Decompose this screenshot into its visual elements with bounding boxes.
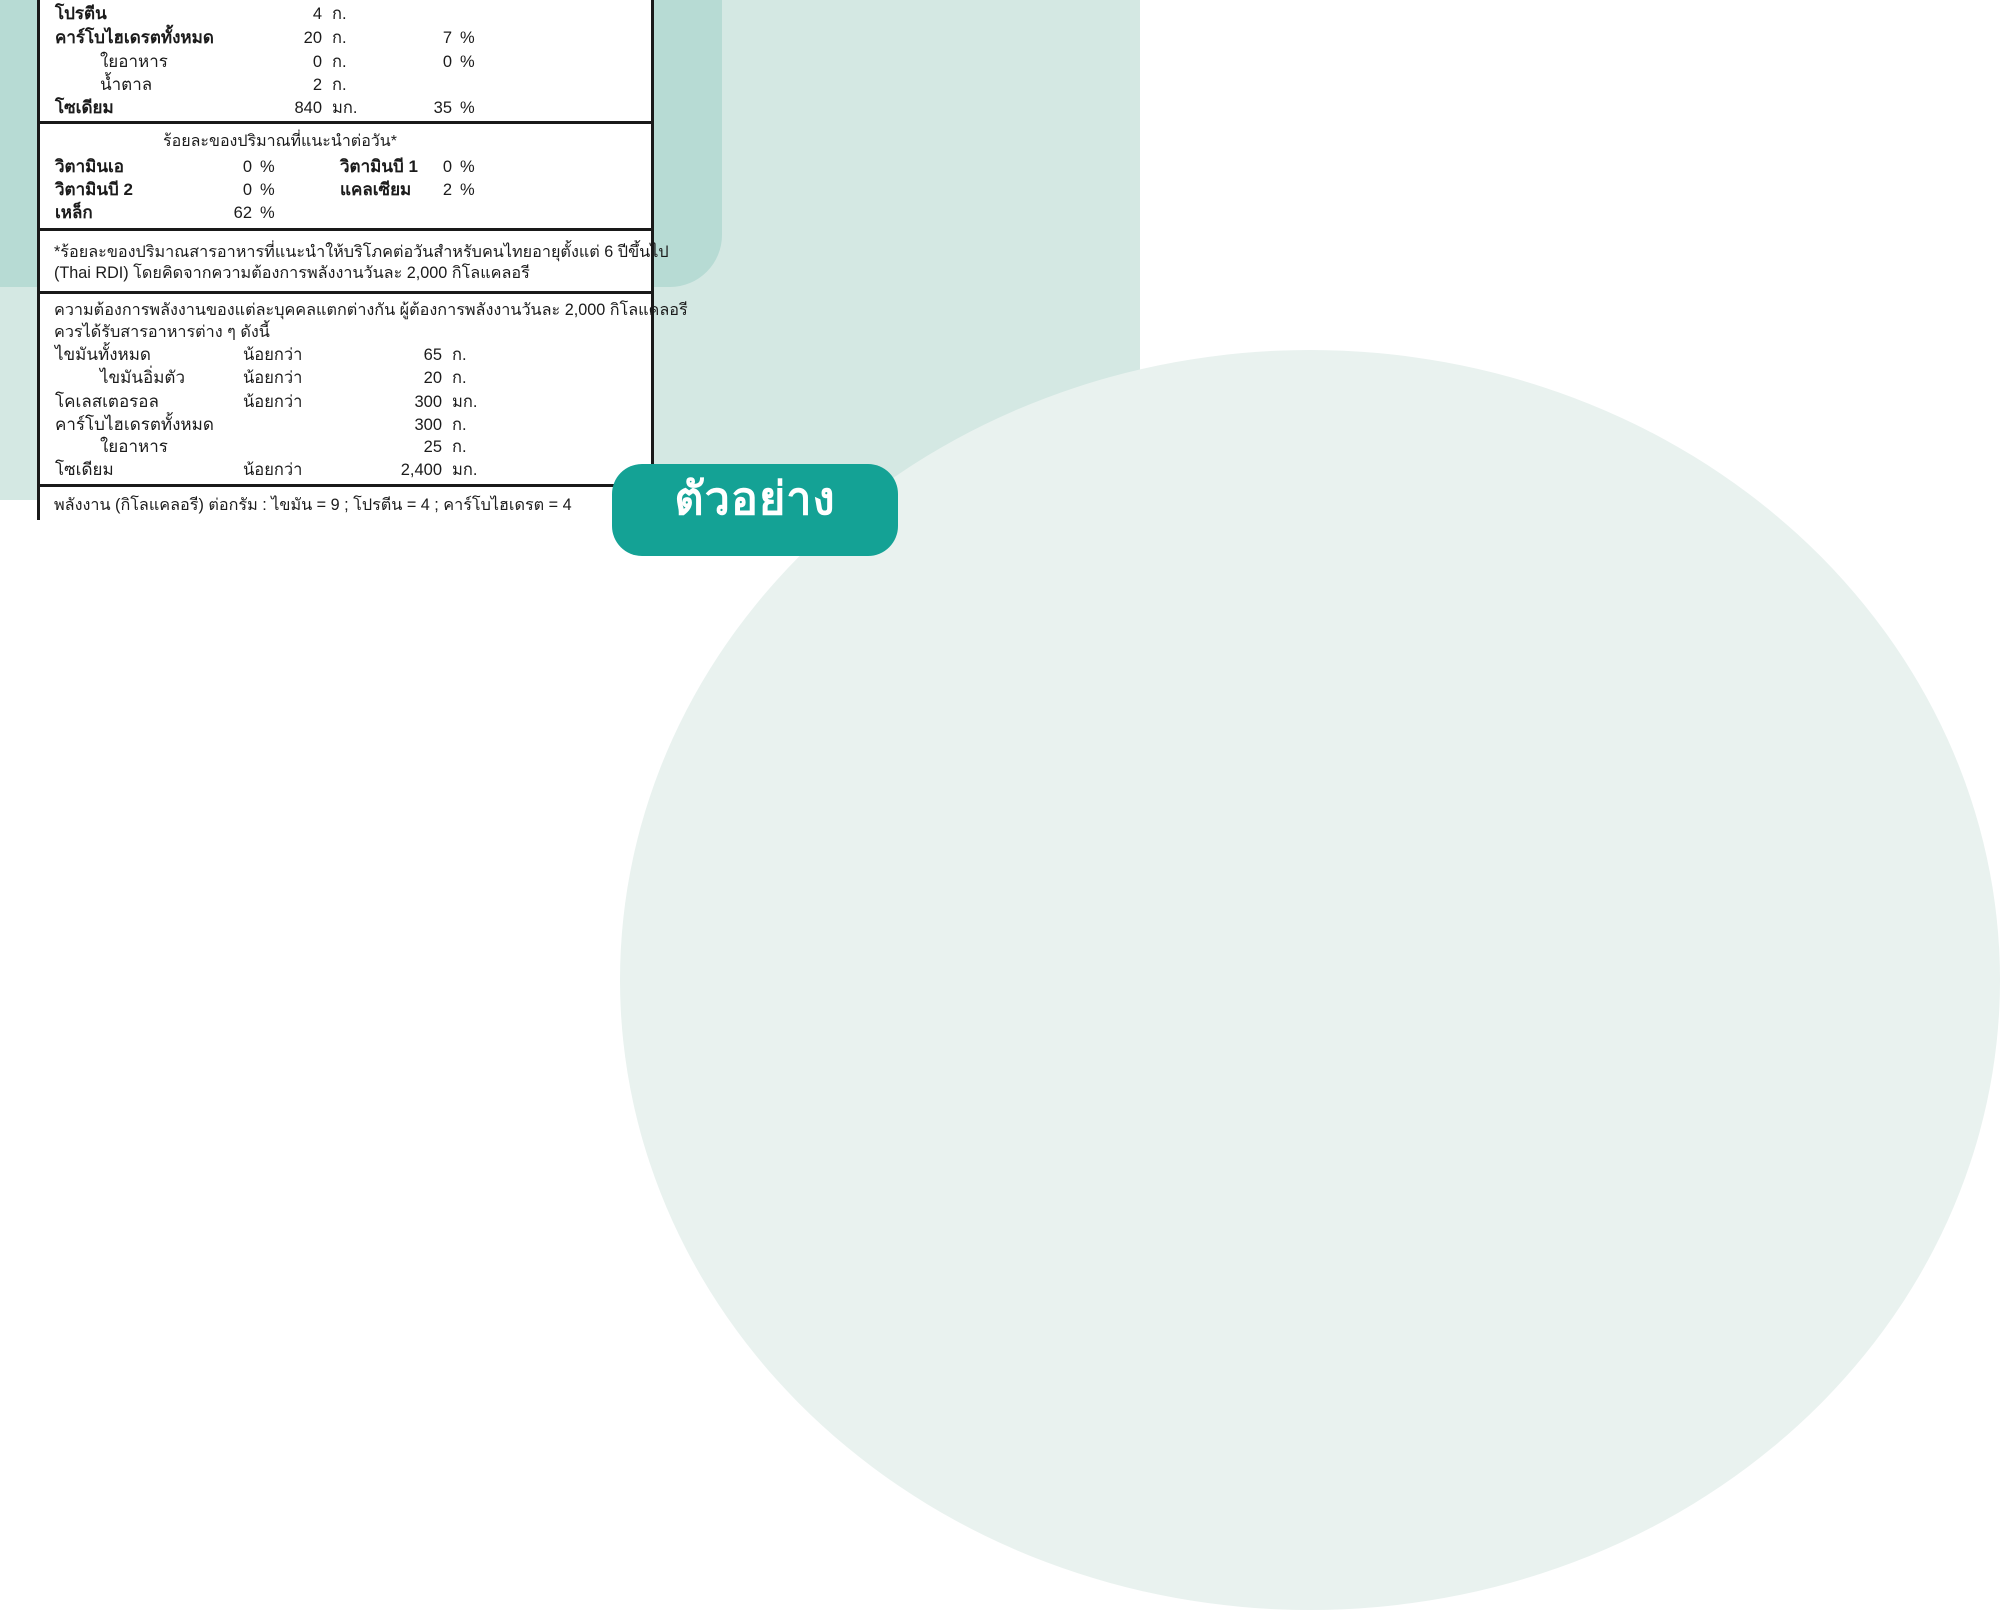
- table-row: [40, 435, 651, 459]
- nutrient-name: โคเลสเตอรอล: [55, 392, 159, 411]
- nutrient-value: 4: [312, 5, 322, 23]
- sample-badge: [612, 464, 898, 556]
- vitamin-name: วิตามินเอ: [55, 157, 124, 176]
- nutrient-name: โซเดียม: [55, 460, 114, 479]
- nutrient-value: 0: [312, 53, 322, 71]
- table-row: [40, 390, 651, 414]
- nutrient-unit: ก.: [452, 369, 467, 387]
- less-than-label: น้อยกว่า: [243, 369, 303, 387]
- nutrient-unit: มก.: [332, 99, 358, 117]
- nutrient-value: 65: [423, 346, 442, 364]
- table-row: [40, 50, 651, 74]
- rdi-footnote-line2: (Thai RDI) โดยคิดจากความต้องการพลังงานวันละ 2,000 กิโลแคลอรี: [54, 264, 530, 282]
- energy-note-line2: ควรได้รับสารอาหารต่าง ๆ ดังนี้: [54, 323, 270, 341]
- vitamin-percent: 0: [242, 181, 252, 199]
- vitamin-name: วิตามินบี 1: [340, 157, 418, 176]
- section-divider: [40, 291, 651, 294]
- percent-sign: %: [260, 204, 275, 222]
- nutrient-unit: ก.: [452, 438, 467, 456]
- table-row: [40, 201, 651, 225]
- percent-sign: %: [260, 158, 275, 176]
- nutrition-label-panel: [37, 0, 688, 520]
- section-divider: [40, 121, 651, 124]
- less-than-label: น้อยกว่า: [243, 393, 303, 411]
- nutrient-name: ใยอาหาร: [100, 437, 168, 456]
- nutrient-unit: ก.: [452, 416, 467, 434]
- less-than-label: น้อยกว่า: [243, 346, 303, 364]
- percent-sign: %: [460, 181, 475, 199]
- nutrition-label-screenshot: [0, 0, 1140, 524]
- nutrient-name: ไขมันอิ่มตัว: [100, 368, 185, 387]
- nutrient-name: โปรตีน: [55, 4, 107, 23]
- rdi-footnote-line1: *ร้อยละของปริมาณสารอาหารที่แนะนำให้บริโภคต่อวันสำหรับคนไทยอายุตั้งแต่ 6 ปีขึ้นไป: [54, 243, 669, 261]
- percent-sign: %: [460, 53, 475, 71]
- nutrient-unit: ก.: [332, 5, 347, 23]
- nutrient-unit: ก.: [332, 53, 347, 71]
- vitamin-percent: 0: [442, 158, 452, 176]
- less-than-label: น้อยกว่า: [243, 461, 303, 479]
- table-row: [40, 73, 651, 97]
- nutrient-unit: ก.: [332, 76, 347, 94]
- nutrient-value: 2,400: [400, 461, 442, 479]
- nutrient-value: 20: [423, 369, 442, 387]
- nutrient-unit: มก.: [452, 461, 478, 479]
- nutrient-unit: ก.: [332, 29, 347, 47]
- table-row: [40, 343, 651, 367]
- percent-sign: %: [460, 99, 475, 117]
- nutrient-percent: 7: [442, 29, 452, 47]
- nutrient-value: 25: [423, 438, 442, 456]
- section-divider: [40, 228, 651, 231]
- nutrient-name: คาร์โบไฮเดรตทั้งหมด: [55, 415, 214, 434]
- vitamin-percent: 62: [233, 204, 252, 222]
- nutrient-name: ใยอาหาร: [100, 52, 168, 71]
- energy-note-line1: ความต้องการพลังงานของแต่ละบุคคลแตกต่างกัน ผู้ต้องการพลังงานวันละ 2,000 กิโลแคลอรี: [54, 301, 688, 319]
- vitamin-name: เหล็ก: [55, 203, 93, 222]
- table-row: [40, 413, 651, 437]
- table-row: [40, 96, 651, 120]
- percent-sign: %: [460, 158, 475, 176]
- percent-sign: %: [460, 29, 475, 47]
- nutrient-value: 20: [303, 29, 322, 47]
- nutrient-name: โซเดียม: [55, 98, 114, 117]
- energy-per-gram-line-truncated: พลังงาน (กิโลแคลอรี) ต่อกรัม : ไขมัน = 9 ; โปรตีน = 4 ; คาร์โบไฮเดรต = 4: [54, 496, 572, 514]
- nutrient-value: 300: [414, 416, 442, 434]
- nutrient-percent: 35: [433, 99, 452, 117]
- nutrient-value: 840: [294, 99, 322, 117]
- vitamin-name: วิตามินบี 2: [55, 180, 133, 199]
- table-row: [40, 2, 651, 26]
- table-row: [40, 458, 651, 482]
- nutrient-unit: มก.: [452, 393, 478, 411]
- nutrient-name: คาร์โบไฮเดรตทั้งหมด: [55, 28, 214, 47]
- sample-badge-label: ตัวอย่าง: [674, 473, 836, 524]
- table-row: [40, 178, 651, 202]
- nutrient-percent: 0: [442, 53, 452, 71]
- nutrient-name: น้ำตาล: [100, 75, 153, 94]
- percent-sign: %: [260, 181, 275, 199]
- vitamin-percent: 2: [442, 181, 452, 199]
- vitamin-name: แคลเซียม: [340, 180, 412, 199]
- nutrient-value: 300: [414, 393, 442, 411]
- rdi-section-header: ร้อยละของปริมาณที่แนะนำต่อวัน*: [163, 133, 397, 150]
- table-row: [40, 155, 651, 179]
- table-row: [40, 26, 651, 50]
- nutrient-unit: ก.: [452, 346, 467, 364]
- vitamin-percent: 0: [242, 158, 252, 176]
- nutrient-name: ไขมันทั้งหมด: [55, 345, 151, 364]
- nutrient-value: 2: [312, 76, 322, 94]
- section-divider: [40, 484, 651, 487]
- table-row: [40, 366, 651, 390]
